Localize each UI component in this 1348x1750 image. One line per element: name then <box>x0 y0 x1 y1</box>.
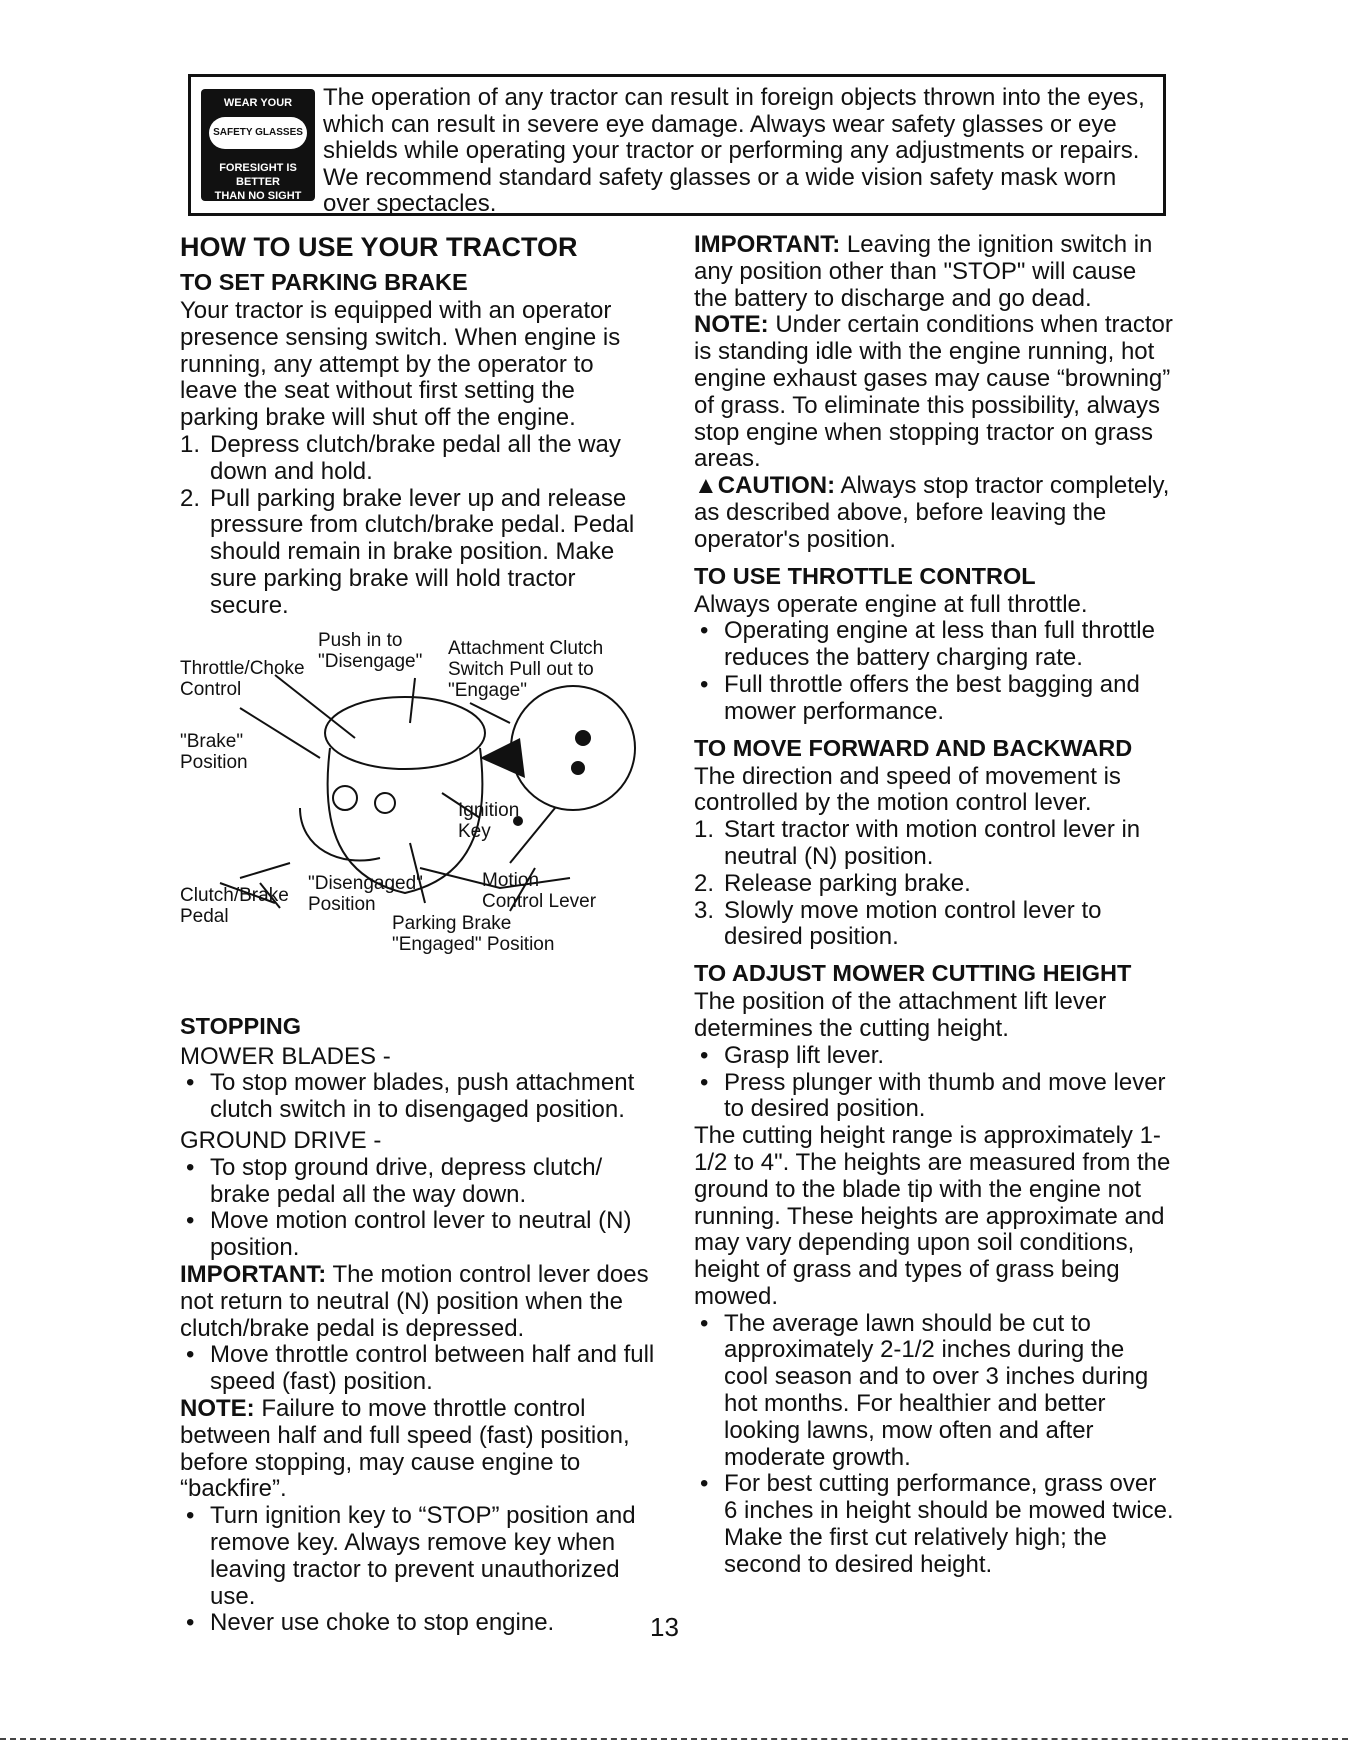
label-push-disengage: Push in to "Disengage" <box>318 629 423 672</box>
final-list <box>180 1503 655 1637</box>
stopping-heading: STOPPING <box>180 1012 302 1039</box>
list-item: 1. Depress clutch/brake pedal all the way down and hold. <box>180 430 621 485</box>
left-column <box>180 232 655 1637</box>
tractor-controls-diagram <box>180 628 655 998</box>
warning-text: The operation of any tractor can result in foreign objects thrown into the eyes, which can result in severe eye damage. Always wear safety glasses or eye shields while operating your tractor or performing any adjustments or repairs. We recommend standard safety glasses or a wide vision safety mask worn over spectacles. <box>323 84 1145 217</box>
label-parking-brake: Parking Brake "Engaged" Position <box>392 912 555 955</box>
list-item: • Operating engine at less than full throttle reduces the battery charging rate. <box>700 617 1155 672</box>
badge-line1: WEAR YOUR <box>223 97 293 109</box>
mower-blades-label: MOWER BLADES - <box>180 1042 391 1070</box>
parking-intro: Your tractor is equipped with an operator presence sensing switch. When engine is running, any attempt by the operator to leave the seat without first setting the parking brake will shut off the engine. <box>180 297 621 432</box>
move-intro: The direction and speed of movement is controlled by the motion control lever. <box>694 762 1121 817</box>
list-item: • Turn ignition key to “STOP” position and remove key. Always remove key when leaving tractor to prevent unauthorized use. <box>186 1502 636 1610</box>
right-important: IMPORTANT: Leaving the ignition switch in any position other than "STOP" will cause the battery to discharge and go dead. <box>694 231 1153 312</box>
page-title: HOW TO USE YOUR TRACTOR <box>180 232 578 262</box>
stopping-important: IMPORTANT: The motion control lever does not return to neutral (N) position when the clutch/brake pedal is depressed. <box>180 1260 649 1342</box>
label-attachment-clutch: Attachment Clutch Switch Pull out to "Engage" <box>448 637 604 701</box>
list-item: • For best cutting performance, grass over 6 inches in height should be mowed twice. Make the first cut relatively high; the second to desired height. <box>700 1470 1174 1578</box>
list-item: 1. Start tractor with motion control lever in neutral (N) position. <box>694 816 1141 870</box>
throttle-heading: TO USE THROTTLE CONTROL <box>694 562 1036 589</box>
list-item: 2. Release parking brake. <box>694 869 971 897</box>
ground-drive-label: GROUND DRIVE - <box>180 1126 382 1154</box>
list-item: • Full throttle offers the best bagging and mower performance. <box>700 670 1140 725</box>
list-item: • To stop mower blades, push attachment clutch switch in to disengaged position. <box>186 1069 635 1124</box>
safety-warning-box <box>188 74 1166 216</box>
label-clutch-brake-pedal: Clutch/Brake Pedal <box>180 884 289 927</box>
label-throttle-choke: Throttle/Choke Control <box>180 657 305 700</box>
throttle-intro: Always operate engine at full throttle. <box>694 590 1088 618</box>
height-heading: TO ADJUST MOWER CUTTING HEIGHT <box>694 960 1132 987</box>
move-heading: TO MOVE FORWARD AND BACKWARD <box>694 734 1133 761</box>
safety-glasses-badge <box>201 89 315 201</box>
label-brake-position: "Brake" Position <box>180 730 248 773</box>
stopping-note: NOTE: Failure to move throttle control between half and full speed (fast) position, before stopping, may cause engine to “backfire”. <box>180 1394 630 1503</box>
move-steps <box>694 817 1174 951</box>
bottom-divider <box>0 1738 1348 1740</box>
right-caution: ▲CAUTION: Always stop tractor completely, as described above, before leaving the operator's position. <box>694 472 1170 553</box>
height-range: The cutting height range is approximately 1-1/2 to 4". The heights are measured from the ground to the blade tip with the engine not running. These heights are approximate and may vary depending upon soil conditions, height of grass and types of grass being mowed. <box>694 1122 1171 1310</box>
badge-line3: FORESIGHT IS BETTER THAN NO SIGHT <box>214 162 302 202</box>
list-item: 3. Slowly move motion control lever to desired position. <box>694 896 1102 951</box>
list-item: • Grasp lift lever. <box>700 1041 885 1069</box>
throttle-list <box>180 1342 655 1396</box>
label-motion-control: Motion Control Lever <box>482 869 597 912</box>
page-number: 13 <box>650 1612 679 1642</box>
list-item: • Press plunger with thumb and move lever to desired position. <box>700 1068 1166 1123</box>
list-item: 2. Pull parking brake lever up and release pressure from clutch/brake pedal. Pedal should remain in brake position. Make sure parking brake will hold tractor secure. <box>180 484 635 619</box>
height-intro: The position of the attachment lift lever determines the cutting height. <box>694 988 1107 1042</box>
ground-list <box>180 1155 655 1262</box>
right-note: NOTE: Under certain conditions when tractor is standing idle with the engine running, hot engine exhaust gases may cause “browning” of grass. To eliminate this possibility, always stop engine when stopping tractor on grass areas. <box>694 311 1173 473</box>
blades-list <box>180 1070 655 1124</box>
parking-heading: TO SET PARKING BRAKE <box>180 269 468 295</box>
right-column <box>694 232 1174 1579</box>
list-item: • To stop ground drive, depress clutch/ brake pedal all the way down. <box>186 1153 603 1208</box>
caution-icon: ▲ <box>694 472 718 500</box>
parking-steps <box>180 432 655 620</box>
list-item: • Move motion control lever to neutral (N) position. <box>186 1207 632 1262</box>
list-item: • Never use choke to stop engine. <box>186 1609 555 1637</box>
label-disengaged-position: "Disengaged" Position <box>308 872 423 915</box>
throttle-items <box>694 618 1174 725</box>
height-items <box>694 1043 1174 1123</box>
label-ignition-key: Ignition Key <box>458 799 520 842</box>
badge-line2: SAFETY GLASSES <box>213 127 303 138</box>
list-item: • The average lawn should be cut to approximately 2-1/2 inches during the cool season and to over 3 inches during hot months. For healthier and better looking lawns, mow often and after moderate growth. <box>700 1309 1149 1471</box>
height-items2 <box>694 1311 1174 1579</box>
list-item: • Move throttle control between half and full speed (fast) position. <box>186 1341 655 1396</box>
goggles-icon <box>209 117 307 149</box>
